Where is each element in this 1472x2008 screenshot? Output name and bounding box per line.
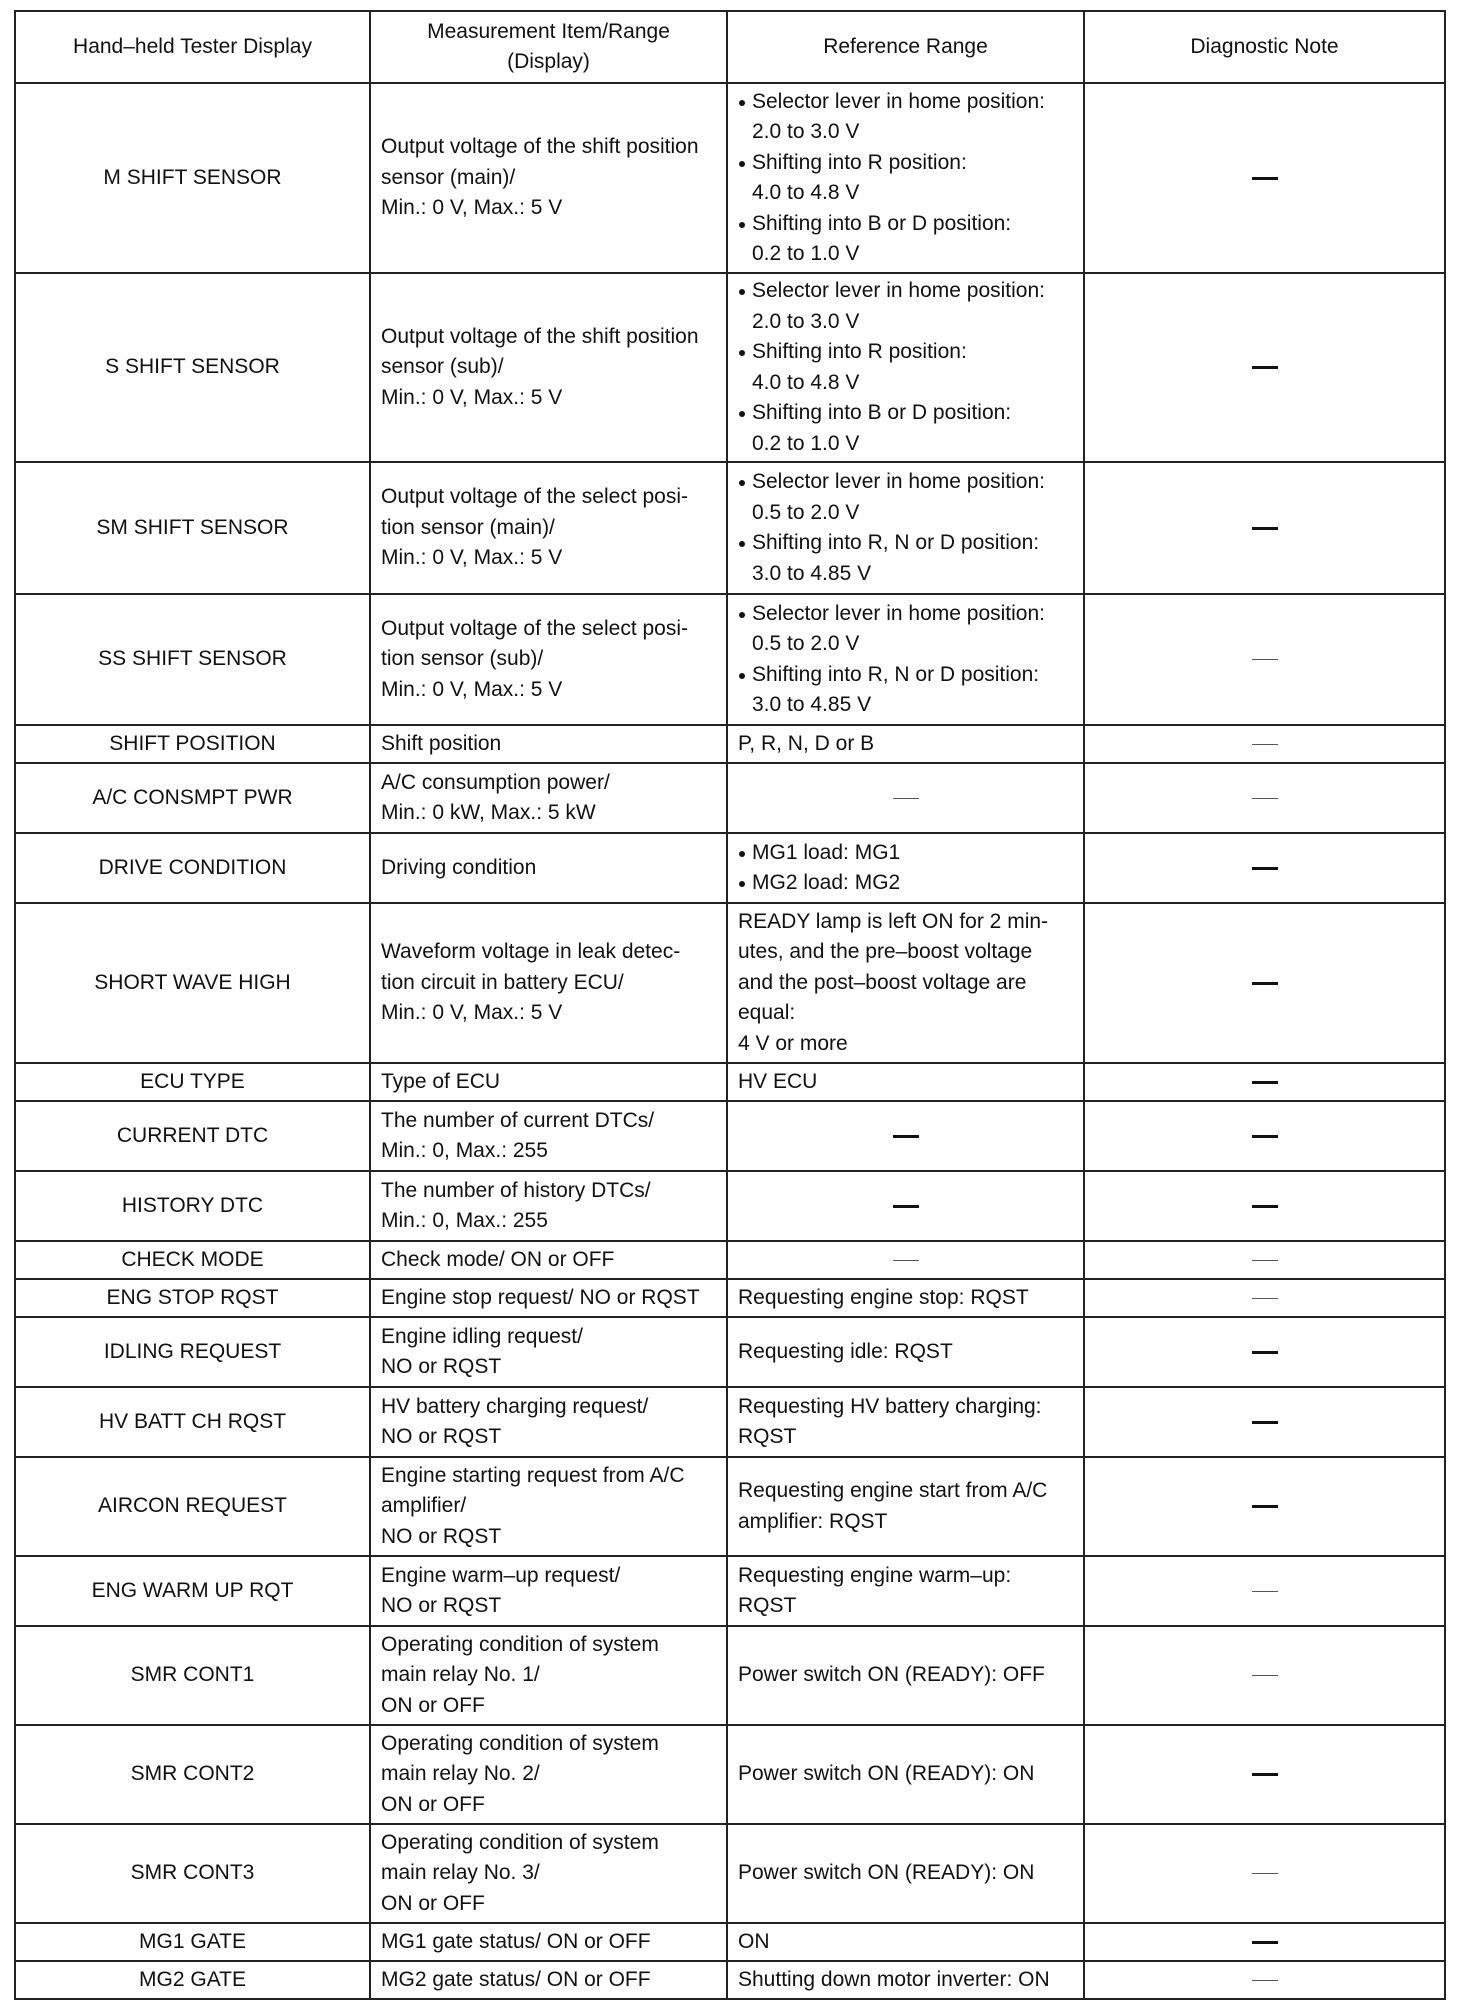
dash-mark (1252, 732, 1278, 755)
measurement-item-line: Min.: 0 V, Max.: 5 V (381, 196, 563, 220)
dash-icon (1252, 1351, 1278, 1354)
dash-mark (1252, 1340, 1278, 1363)
dash-mark (893, 1124, 919, 1147)
dash-icon (1252, 1298, 1278, 1299)
diagnostic-note-cell (1084, 273, 1445, 462)
tester-display-cell (15, 462, 370, 594)
measurement-item-line: Waveform voltage in leak detec- (381, 940, 681, 964)
reference-bullet-value: 0.2 to 1.0 V (752, 431, 860, 455)
table-row (15, 1387, 1445, 1457)
table-row (15, 462, 1445, 594)
tester-display-label: M SHIFT SENSOR (103, 165, 282, 189)
tester-display-cell (15, 1171, 370, 1241)
tester-display-label: HISTORY DTC (121, 1193, 264, 1217)
dash-mark (893, 1194, 919, 1217)
reference-bullet-value: 4.0 to 4.8 V (752, 181, 860, 204)
reference-range-cell (727, 462, 1084, 594)
table-row (15, 725, 1445, 763)
reference-line: utes, and the pre–boost voltage (738, 940, 1033, 964)
reference-line: Power switch ON (READY): ON (738, 1762, 1035, 1786)
dash-mark (1252, 1248, 1278, 1271)
measurement-item-cell (370, 1556, 727, 1626)
reference-line: ON (738, 1929, 770, 1953)
measurement-item-line: tion sensor (main)/ (381, 515, 555, 539)
diagnostic-note-cell (1084, 83, 1445, 273)
diagnostic-note-cell (1084, 462, 1445, 594)
measurement-item-line: Engine stop request/ NO or RQST (381, 1285, 700, 1309)
measurement-item-line: MG1 gate status/ ON or OFF (381, 1929, 651, 1953)
measurement-item-line: NO or RQST (381, 1425, 502, 1448)
dash-icon (1252, 744, 1278, 745)
tester-display-label: S SHIFT SENSOR (105, 355, 280, 379)
measurement-item-line: The number of current DTCs/ (381, 1108, 655, 1132)
measurement-item-line: Engine starting request from A/C (381, 1463, 685, 1487)
diagnostic-note-cell (1084, 725, 1445, 763)
reference-bullet: Shifting into R position: (738, 148, 1073, 179)
dash-icon (1252, 659, 1278, 660)
reference-range-cell (727, 1101, 1084, 1171)
tester-display-label: SS SHIFT SENSOR (98, 647, 287, 671)
diagnostic-note-cell (1084, 1241, 1445, 1279)
dash-icon (893, 1205, 919, 1208)
table-row (15, 763, 1445, 833)
measurement-item-line: Type of ECU (381, 1069, 501, 1093)
dash-icon (1252, 1873, 1278, 1874)
dash-mark (1252, 786, 1278, 809)
measurement-item-cell (370, 1457, 727, 1556)
tester-display-cell (15, 1824, 370, 1923)
tester-display-label: SHIFT POSITION (109, 731, 276, 755)
measurement-item-cell (370, 1317, 727, 1387)
measurement-item-cell (370, 903, 727, 1063)
col-header-diagnostic-note: Diagnostic Note (1084, 11, 1445, 83)
measurement-item-line: NO or RQST (381, 1594, 502, 1617)
tester-display-label: SHORT WAVE HIGH (94, 970, 291, 994)
reference-range-cell (727, 1961, 1084, 1999)
tester-display-cell (15, 833, 370, 903)
table-row (15, 1961, 1445, 1999)
measurement-item-cell (370, 1961, 727, 1999)
measurement-item-line: tion circuit in battery ECU/ (381, 970, 624, 994)
dash-icon (1252, 798, 1278, 799)
reference-range-cell (727, 1171, 1084, 1241)
tester-display-cell (15, 763, 370, 833)
tester-display-label: ECU TYPE (140, 1069, 245, 1093)
table-row (15, 1241, 1445, 1279)
measurement-item-line: Driving condition (381, 855, 537, 879)
reference-bullet-value: 0.5 to 2.0 V (752, 632, 860, 655)
tester-display-label: DRIVE CONDITION (98, 855, 287, 879)
tester-display-cell (15, 1317, 370, 1387)
reference-line: Requesting HV battery charging: (738, 1394, 1042, 1418)
diagnostic-note-cell (1084, 903, 1445, 1063)
reference-bullet: Shifting into B or D position: (738, 209, 1073, 240)
measurement-item-cell (370, 1171, 727, 1241)
data-list-table (14, 10, 1446, 2000)
table-row (15, 1923, 1445, 1961)
measurement-item-line: main relay No. 2/ (381, 1762, 540, 1786)
reference-bullet: MG2 load: MG2 (738, 868, 1073, 899)
diagnostic-note-cell (1084, 1457, 1445, 1556)
tester-display-label: SMR CONT3 (130, 1861, 255, 1885)
measurement-item-cell (370, 273, 727, 462)
tester-display-cell (15, 1626, 370, 1725)
dash-icon (1252, 527, 1278, 530)
reference-range-cell (727, 1317, 1084, 1387)
dash-icon (1252, 177, 1278, 180)
tester-display-label: SMR CONT2 (130, 1762, 255, 1786)
dash-mark (1252, 971, 1278, 994)
diagnostic-note-cell (1084, 1824, 1445, 1923)
tester-display-cell (15, 594, 370, 725)
reference-line: Requesting engine stop: RQST (738, 1285, 1029, 1309)
tester-display-cell (15, 1923, 370, 1961)
dash-mark (1252, 1579, 1278, 1602)
measurement-item-line: main relay No. 1/ (381, 1663, 540, 1687)
dash-mark (1252, 1124, 1278, 1147)
measurement-item-line: sensor (sub)/ (381, 355, 504, 379)
measurement-item-line: Operating condition of system (381, 1731, 659, 1755)
table-row (15, 1556, 1445, 1626)
measurement-item-line: Min.: 0 V, Max.: 5 V (381, 1001, 563, 1025)
reference-range-cell (727, 763, 1084, 833)
dash-mark (1252, 1070, 1278, 1093)
measurement-item-cell (370, 725, 727, 763)
reference-line: equal: (738, 1001, 796, 1025)
dash-mark (1252, 1286, 1278, 1309)
reference-range-cell (727, 1279, 1084, 1317)
reference-line: Shutting down motor inverter: ON (738, 1967, 1050, 1991)
dash-mark (1252, 1968, 1278, 1991)
dash-icon (1252, 1773, 1278, 1776)
dash-icon (1252, 1081, 1278, 1084)
diagnostic-note-cell (1084, 763, 1445, 833)
table-body (15, 83, 1445, 1999)
table-row (15, 1457, 1445, 1556)
dash-icon (1252, 867, 1278, 870)
diagnostic-note-cell (1084, 1063, 1445, 1101)
diagnostic-note-cell (1084, 1556, 1445, 1626)
table-row (15, 1824, 1445, 1923)
table-row (15, 1063, 1445, 1101)
tester-display-label: MG1 GATE (139, 1929, 246, 1953)
header-row (15, 11, 1445, 83)
measurement-item-line: MG2 gate status/ ON or OFF (381, 1967, 651, 1991)
dash-mark (893, 786, 919, 809)
reference-range-cell (727, 903, 1084, 1063)
dash-mark (1252, 1494, 1278, 1517)
dash-mark (1252, 647, 1278, 670)
tester-display-cell (15, 83, 370, 273)
dash-mark (1252, 516, 1278, 539)
reference-range-cell (727, 833, 1084, 903)
tester-display-cell (15, 725, 370, 763)
tester-display-label: SM SHIFT SENSOR (96, 515, 289, 539)
table-row (15, 1101, 1445, 1171)
measurement-item-cell (370, 594, 727, 725)
tester-display-cell (15, 1387, 370, 1457)
measurement-item-line: Min.: 0, Max.: 255 (381, 1209, 548, 1232)
tester-display-label: ENG STOP RQST (106, 1285, 279, 1309)
tester-display-label: SMR CONT1 (130, 1663, 255, 1687)
reference-range-cell (727, 1923, 1084, 1961)
reference-range-cell (727, 594, 1084, 725)
reference-line: and the post–boost voltage are (738, 970, 1027, 994)
dash-icon (1252, 1135, 1278, 1138)
tester-display-cell (15, 1279, 370, 1317)
reference-line: amplifier: RQST (738, 1509, 888, 1533)
dash-mark (1252, 166, 1278, 189)
reference-line: 4 V or more (738, 1031, 848, 1055)
diagnostic-note-cell (1084, 1101, 1445, 1171)
reference-line: Power switch ON (READY): ON (738, 1861, 1035, 1885)
measurement-item-line: tion sensor (sub)/ (381, 647, 544, 671)
reference-line: HV ECU (738, 1069, 818, 1093)
diagnostic-note-cell (1084, 1923, 1445, 1961)
reference-range-cell (727, 1457, 1084, 1556)
measurement-item-cell (370, 1101, 727, 1171)
dash-icon (1252, 1260, 1278, 1261)
reference-range-cell (727, 273, 1084, 462)
reference-range-cell (727, 1824, 1084, 1923)
measurement-item-line: amplifier/ (381, 1494, 467, 1518)
dash-mark (1252, 856, 1278, 879)
measurement-item-line: Output voltage of the shift position (381, 135, 699, 159)
tester-display-cell (15, 273, 370, 462)
reference-line: RQST (738, 1425, 797, 1448)
dash-icon (1252, 1675, 1278, 1676)
measurement-item-line: sensor (main)/ (381, 165, 516, 189)
measurement-item-cell (370, 763, 727, 833)
table-row (15, 1725, 1445, 1824)
measurement-item-line: main relay No. 3/ (381, 1861, 540, 1885)
table-row (15, 1171, 1445, 1241)
col-header-tester-display: Hand–held Tester Display (15, 11, 370, 83)
reference-range-cell (727, 725, 1084, 763)
measurement-item-line: Operating condition of system (381, 1632, 659, 1656)
dash-icon (1252, 1205, 1278, 1208)
reference-line: READY lamp is left ON for 2 min- (738, 909, 1049, 933)
measurement-item-line: Shift position (381, 731, 502, 755)
reference-line: Requesting engine start from A/C (738, 1479, 1048, 1502)
reference-bullet-value: 2.0 to 3.0 V (752, 120, 860, 143)
table-row (15, 594, 1445, 725)
reference-range-cell (727, 1063, 1084, 1101)
dash-icon (1252, 1505, 1278, 1508)
measurement-item-line: ON or OFF (381, 1693, 485, 1717)
measurement-item-cell (370, 83, 727, 273)
diagnostic-note-cell (1084, 1626, 1445, 1725)
measurement-item-line: NO or RQST (381, 1524, 502, 1548)
reference-line: P, R, N, D or B (738, 731, 875, 755)
measurement-item-cell (370, 1626, 727, 1725)
reference-bullet: Shifting into R position: (738, 337, 1073, 368)
dash-icon (893, 1135, 919, 1138)
table-row (15, 1626, 1445, 1725)
measurement-item-cell (370, 1725, 727, 1824)
reference-range-cell (727, 1626, 1084, 1725)
reference-bullet-value: 4.0 to 4.8 V (752, 370, 860, 394)
dash-icon (1252, 982, 1278, 985)
tester-display-cell (15, 1556, 370, 1626)
measurement-item-cell (370, 1387, 727, 1457)
measurement-item-line: The number of history DTCs/ (381, 1178, 651, 1202)
tester-display-cell (15, 1961, 370, 1999)
dash-mark (1252, 1194, 1278, 1217)
measurement-item-line: Min.: 0 V, Max.: 5 V (381, 677, 563, 701)
diagnostic-note-cell (1084, 594, 1445, 725)
reference-range-cell (727, 1725, 1084, 1824)
reference-range-cell (727, 1556, 1084, 1626)
reference-range-cell (727, 1241, 1084, 1279)
measurement-item-cell (370, 462, 727, 594)
tester-display-label: ENG WARM UP RQT (91, 1578, 294, 1602)
reference-bullet: Shifting into R, N or D position: (738, 528, 1073, 559)
col-header-measurement-item: Measurement Item/Range (Display) (370, 11, 727, 83)
tester-display-cell (15, 1725, 370, 1824)
diagnostic-note-cell (1084, 1317, 1445, 1387)
measurement-item-line: Operating condition of system (381, 1830, 659, 1854)
dash-icon (893, 798, 919, 799)
tester-display-cell (15, 1457, 370, 1556)
reference-line: Requesting engine warm–up: (738, 1563, 1012, 1587)
reference-bullet-value: 0.2 to 1.0 V (752, 242, 860, 265)
diagnostic-note-cell (1084, 1725, 1445, 1824)
reference-bullet: Selector lever in home position: (738, 276, 1073, 307)
table-row (15, 273, 1445, 462)
table-row (15, 833, 1445, 903)
reference-range-cell (727, 83, 1084, 273)
measurement-item-line: NO or RQST (381, 1355, 502, 1378)
reference-bullet: Selector lever in home position: (738, 467, 1073, 498)
measurement-item-line: Min.: 0 V, Max.: 5 V (381, 385, 563, 409)
diagnostic-note-cell (1084, 1279, 1445, 1317)
tester-display-label: MG2 GATE (139, 1967, 246, 1991)
dash-icon (1252, 1421, 1278, 1424)
measurement-item-cell (370, 1923, 727, 1961)
dash-mark (1252, 1663, 1278, 1686)
reference-line: Power switch ON (READY): OFF (738, 1663, 1045, 1687)
table-row (15, 903, 1445, 1063)
tester-display-cell (15, 1063, 370, 1101)
measurement-item-cell (370, 1824, 727, 1923)
reference-bullet: MG1 load: MG1 (738, 838, 1073, 869)
tester-display-cell (15, 1241, 370, 1279)
tester-display-label: CHECK MODE (121, 1247, 264, 1271)
reference-bullet: Shifting into R, N or D position: (738, 660, 1073, 691)
reference-line: Requesting idle: RQST (738, 1339, 953, 1363)
reference-range-cell (727, 1387, 1084, 1457)
tester-display-label: A/C CONSMPT PWR (92, 785, 293, 809)
measurement-item-line: Check mode/ ON or OFF (381, 1247, 615, 1271)
measurement-item-cell (370, 833, 727, 903)
dash-mark (893, 1248, 919, 1271)
reference-bullet-value: 3.0 to 4.85 V (752, 561, 872, 585)
measurement-item-line: HV battery charging request/ (381, 1394, 649, 1418)
measurement-item-line: Min.: 0, Max.: 255 (381, 1139, 548, 1162)
table-row (15, 1279, 1445, 1317)
tester-display-label: CURRENT DTC (116, 1123, 269, 1147)
table-row (15, 1317, 1445, 1387)
measurement-item-line: Min.: 0 kW, Max.: 5 kW (381, 801, 596, 824)
reference-bullet-value: 3.0 to 4.85 V (752, 693, 872, 716)
measurement-item-line: Engine idling request/ (381, 1324, 583, 1348)
dash-icon (1252, 1941, 1278, 1944)
measurement-item-line: Output voltage of the select posi- (381, 485, 689, 509)
dash-icon (893, 1260, 919, 1261)
tester-display-cell (15, 903, 370, 1063)
reference-bullet-value: 0.5 to 2.0 V (752, 500, 860, 524)
measurement-item-line: Min.: 0 V, Max.: 5 V (381, 546, 563, 570)
reference-line: RQST (738, 1594, 797, 1617)
col-header-reference-range: Reference Range (727, 11, 1084, 83)
reference-bullet: Selector lever in home position: (738, 87, 1073, 118)
dash-mark (1252, 1762, 1278, 1785)
dash-icon (1252, 366, 1278, 369)
measurement-item-cell (370, 1279, 727, 1317)
dash-mark (1252, 1410, 1278, 1433)
dash-mark (1252, 1930, 1278, 1953)
dash-icon (1252, 1980, 1278, 1981)
dash-mark (1252, 1861, 1278, 1884)
tester-display-label: IDLING REQUEST (103, 1339, 282, 1363)
tester-display-cell (15, 1101, 370, 1171)
measurement-item-line: ON or OFF (381, 1891, 485, 1915)
measurement-item-line: Output voltage of the shift position (381, 324, 699, 348)
table-row (15, 83, 1445, 273)
tester-display-label: HV BATT CH RQST (98, 1409, 287, 1433)
measurement-item-line: ON or OFF (381, 1792, 485, 1816)
measurement-item-cell (370, 1241, 727, 1279)
reference-bullet: Selector lever in home position: (738, 599, 1073, 630)
diagnostic-note-cell (1084, 1387, 1445, 1457)
reference-bullet-value: 2.0 to 3.0 V (752, 309, 860, 333)
diagnostic-note-cell (1084, 1961, 1445, 1999)
diagnostic-note-cell (1084, 1171, 1445, 1241)
dash-icon (1252, 1591, 1278, 1592)
measurement-item-line: A/C consumption power/ (381, 770, 610, 794)
diagnostic-note-cell (1084, 833, 1445, 903)
reference-bullet: Shifting into B or D position: (738, 398, 1073, 429)
measurement-item-line: Engine warm–up request/ (381, 1563, 621, 1587)
measurement-item-cell (370, 1063, 727, 1101)
measurement-item-line: Output voltage of the select posi- (381, 616, 689, 640)
dash-mark (1252, 355, 1278, 378)
tester-display-label: AIRCON REQUEST (97, 1494, 288, 1518)
